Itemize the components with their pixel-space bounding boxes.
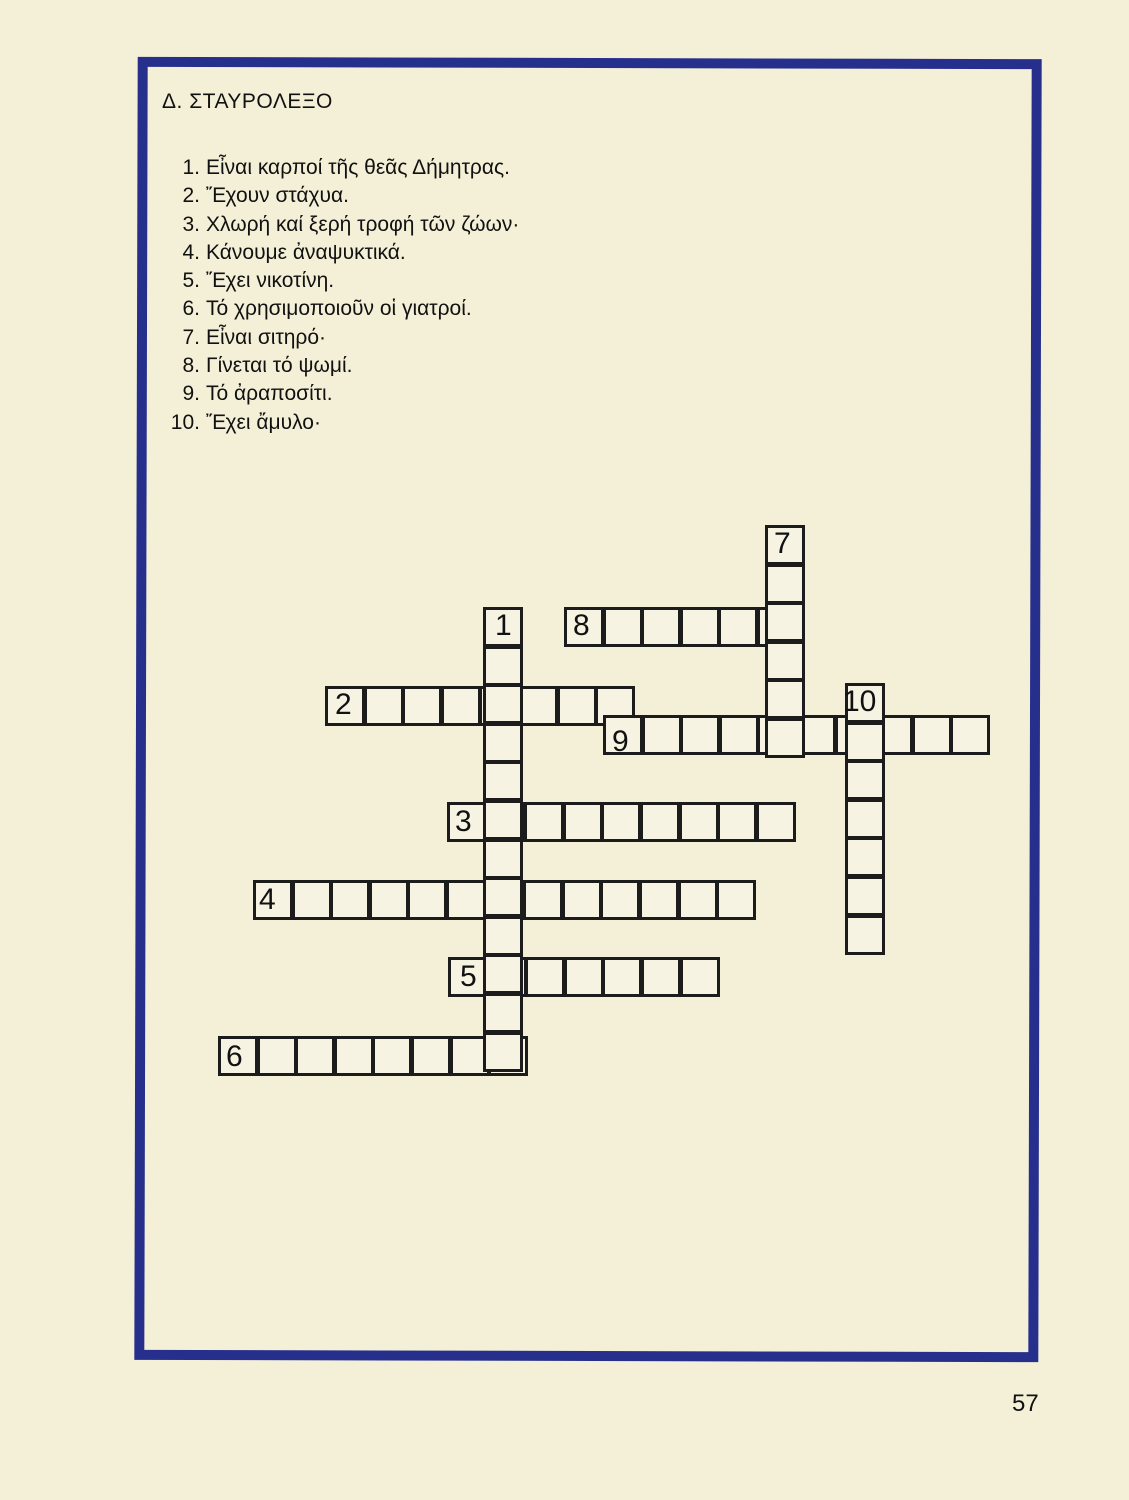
crossword-cell xyxy=(483,800,523,840)
crossword-cell xyxy=(680,607,720,647)
crossword-cell xyxy=(441,686,481,726)
crossword-cell xyxy=(483,916,523,956)
crossword-cell xyxy=(523,880,563,920)
crossword-cell xyxy=(483,839,523,879)
crossword-cell xyxy=(411,1036,451,1076)
grid-number-10: 10 xyxy=(843,685,877,718)
crossword-cell xyxy=(765,641,805,681)
grid-number-9: 9 xyxy=(612,725,629,758)
crossword-cell xyxy=(845,722,885,762)
clue-item xyxy=(156,352,519,380)
clue-number: 5. xyxy=(182,269,200,293)
clue-item xyxy=(156,211,519,239)
crossword-cell xyxy=(407,880,447,920)
crossword-cell xyxy=(483,1032,523,1072)
clue-text: Ἔχει ἄμυλο· xyxy=(206,410,321,434)
crossword-cell xyxy=(716,880,756,920)
crossword-cell xyxy=(483,877,523,917)
clue-number: 7. xyxy=(182,325,200,349)
crossword-cell xyxy=(845,799,885,839)
crossword-cell xyxy=(678,880,718,920)
crossword-cell xyxy=(719,715,759,755)
exercise-title: Δ. ΣΤΑΥΡΟΛΕΞΟ xyxy=(162,90,333,113)
crossword-cell xyxy=(845,760,885,800)
crossword-cell xyxy=(845,837,885,877)
crossword-cell xyxy=(330,880,370,920)
grid-number-2: 2 xyxy=(335,688,352,721)
crossword-cell xyxy=(601,802,641,842)
clue-number: 9. xyxy=(182,382,200,406)
crossword-cell xyxy=(756,802,796,842)
crossword-cell xyxy=(518,686,558,726)
crossword-cell xyxy=(292,880,332,920)
clue-item xyxy=(156,267,519,295)
crossword-cell xyxy=(564,957,604,997)
clue-number: 10. xyxy=(170,410,200,434)
clue-text: Τό ἀραποσίτι. xyxy=(206,382,333,406)
crossword-cell xyxy=(483,761,523,801)
grid-number-8: 8 xyxy=(573,609,590,642)
crossword-cell xyxy=(446,880,486,920)
crossword-cell xyxy=(845,915,885,955)
crossword-cell xyxy=(765,602,805,642)
grid-number-7: 7 xyxy=(774,527,791,560)
clue-number: 3. xyxy=(182,212,200,236)
crossword-cell xyxy=(718,607,758,647)
crossword-cell xyxy=(562,880,602,920)
crossword-cell xyxy=(717,802,757,842)
crossword-cell xyxy=(765,679,805,719)
crossword-cell xyxy=(950,715,990,755)
crossword-cell xyxy=(483,646,523,686)
crossword-cell xyxy=(765,564,805,604)
clue-item xyxy=(156,295,519,323)
clue-text: Εἶναι καρποί τῆς θεᾶς Δήμητρας. xyxy=(206,156,510,179)
crossword-cell xyxy=(483,954,523,994)
grid-number-6: 6 xyxy=(226,1040,243,1073)
grid-number-4: 4 xyxy=(259,883,276,916)
crossword-cell xyxy=(563,802,603,842)
clue-text: Γίνεται τό ψωμί. xyxy=(206,354,353,378)
crossword-cell xyxy=(680,715,720,755)
clue-item xyxy=(156,154,519,182)
clue-text: Τό χρησιμοποιοῦν οἱ γιατροί. xyxy=(206,297,472,321)
clue-number: 8. xyxy=(182,354,200,378)
clue-list xyxy=(156,154,519,437)
crossword-cell xyxy=(641,957,681,997)
clue-text: Κάνουμε ἀναψυκτικά. xyxy=(206,240,406,264)
grid-number-5: 5 xyxy=(460,960,477,993)
clue-text: Εἶναι σιτηρό· xyxy=(206,325,327,349)
crossword-cell xyxy=(642,715,682,755)
clue-item xyxy=(156,380,519,408)
crossword-cell xyxy=(364,686,404,726)
crossword-cell xyxy=(369,880,409,920)
clue-text: Ἔχουν στάχυα. xyxy=(206,184,350,208)
clue-text: Χλωρή καί ξερή τροφή τῶν ζώων· xyxy=(206,212,520,236)
clue-item xyxy=(156,324,519,352)
crossword-cell xyxy=(334,1036,374,1076)
crossword-cell xyxy=(765,718,805,758)
crossword-cell xyxy=(641,607,681,647)
clue-item xyxy=(156,409,519,437)
crossword-cell xyxy=(402,686,442,726)
crossword-cell xyxy=(603,607,643,647)
crossword-cell xyxy=(483,993,523,1033)
crossword-cell xyxy=(912,715,952,755)
crossword-cell xyxy=(524,802,564,842)
grid-number-3: 3 xyxy=(455,805,472,838)
crossword-cell xyxy=(257,1036,297,1076)
crossword-cell xyxy=(680,957,720,997)
clue-number: 1. xyxy=(182,156,200,179)
crossword-cell xyxy=(679,802,719,842)
page-number: 57 xyxy=(1012,1390,1039,1417)
clue-number: 4. xyxy=(182,240,200,264)
crossword-cell xyxy=(525,957,565,997)
crossword-cell xyxy=(372,1036,412,1076)
clue-item xyxy=(156,182,519,210)
crossword-cell xyxy=(557,686,597,726)
crossword-cell xyxy=(600,880,640,920)
grid-number-1: 1 xyxy=(495,609,512,642)
crossword-cell xyxy=(295,1036,335,1076)
crossword-cell xyxy=(639,880,679,920)
clue-item xyxy=(156,239,519,267)
crossword-cell xyxy=(483,684,523,724)
crossword-cell xyxy=(640,802,680,842)
clue-number: 2. xyxy=(182,184,200,208)
crossword-cell xyxy=(845,876,885,916)
clue-text: Ἔχει νικοτίνη. xyxy=(206,269,335,293)
crossword-cell xyxy=(602,957,642,997)
crossword-cell xyxy=(483,723,523,763)
clue-number: 6. xyxy=(182,297,200,321)
